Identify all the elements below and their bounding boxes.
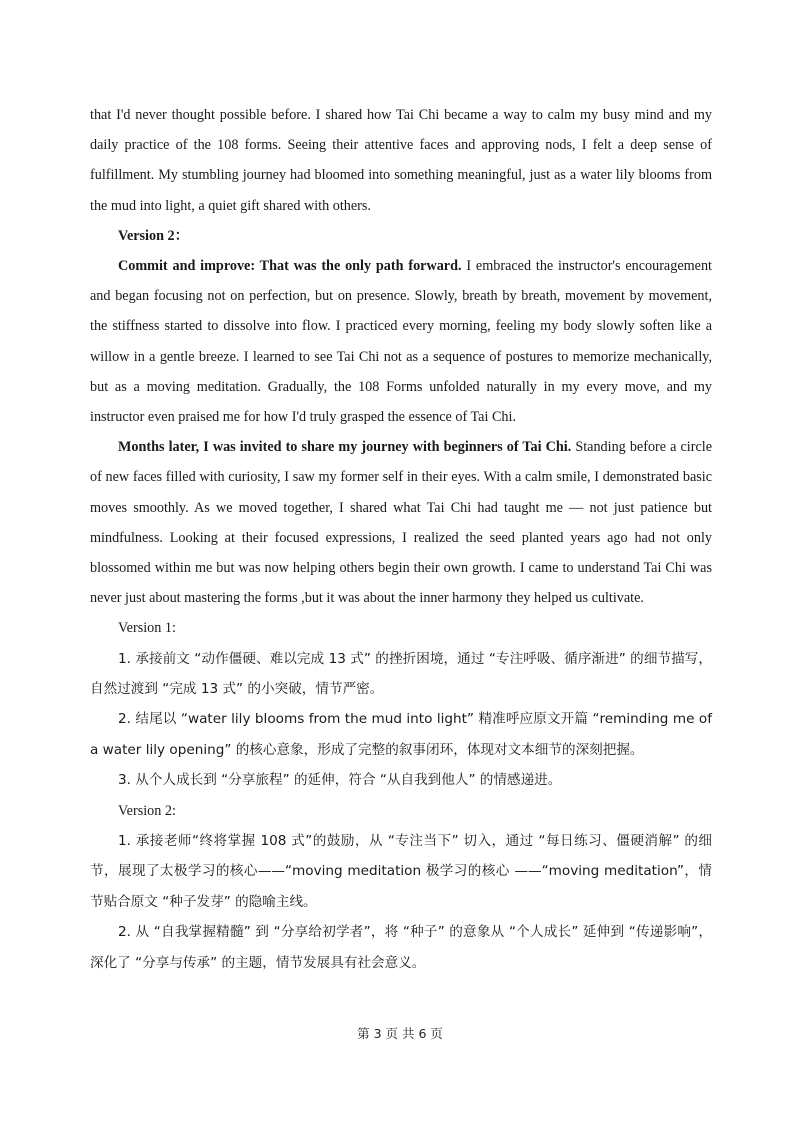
page-content [90,100,712,978]
essay-paragraph-months-later [90,432,712,613]
paragraph-lead-sentence: Commit and improve: That was the only path forward. [118,258,462,275]
essay-paragraph-intro: that I'd never thought possible before. I shared how Tai Chi became a way to calm my busy mind and my daily practice of the 108 forms. Seeing their attentive faces and approving nods, I felt a deep sense of fulfillment. My stumbling journey had bloomed into something meaningful, just as a water lily blooms from the mud into light, a quiet gift shared with others. [90,107,712,214]
analysis-v2-point-2: 2. 从 “自我掌握精髓” 到 “分享给初学者”，将 “种子” 的意象从 “个人成长” 延伸到 “传递影响”，深化了 “分享与传承” 的主题，情节发展具有社会意义。 [90,924,712,971]
analysis-v1-point-2: 2. 结尾以 “water lily blooms from the mud into light” 精准呼应原文开篇 “reminding me of a water lily opening” 的核心意象，形成了完整的叙事闭环，体现对文本细节的深刻把握。 [90,711,712,758]
analysis-v1-point-3: 3. 从个人成长到 “分享旅程” 的延伸，符合 “从自我到他人” 的情感递进。 [118,772,562,789]
essay-paragraph-commit [90,251,712,432]
analysis-v1-point-1: 1. 承接前文 “动作僵硬、难以完成 13 式” 的挫折困境，通过 “专注呼吸、循序渐进” 的细节描写，自然过渡到 “完成 13 式” 的小突破，情节严密。 [90,650,712,698]
analysis-version-2-label: Version 2: [118,802,176,819]
version-2-heading-text: Version 2： [118,227,189,244]
version-2-heading [90,221,712,251]
analysis-v2-point-1: 1. 承接老师“终将掌握 108 式”的鼓励，从 “专注当下” 切入，通过 “每日练习、僵硬消解” 的细节，展现了太极学习的核心——“moving meditation 极学习的核心 ——“moving meditation”，情节贴合原文 “种子发芽” 的隐喻主线。 [90,832,712,910]
page-number-footer: 第 3 页 共 6 页 [357,1026,443,1041]
analysis-version-1-label: Version 1: [118,620,176,637]
paragraph-body: Standing before a circle of new faces filled with curiosity, I saw my former self in their eyes. With a calm smile, I demonstrated basic moves smoothly. As we moved together, I shared what Tai Chi had taught me — not just patience but mindfulness. Looking at their focused expressions, I realized the seed planted years ago had not only blossomed within me but was now helping others begin their own growth. I came to understand Tai Chi was never just about mastering the forms ,but it was about the inner harmony they helped us cultivate. [90,439,712,607]
paragraph-lead-sentence: Months later, I was invited to share my journey with beginners of Tai Chi. [118,439,572,456]
paragraph-body: I embraced the instructor's encouragement and began focusing not on perfection, but on presence. Slowly, breath by breath, movement by movement, the stiffness started to dissolve into flow. I practiced every morning, feeling my body slowly soften like a willow in a gentle breeze. I learned to see Tai Chi not as a sequence of postures to memorize mechanically, but as a moving meditation. Gradually, the 108 Forms unfolded naturally in my every move, and my instructor even praised me for how I'd truly grasped the essence of Tai Chi. [90,258,712,426]
